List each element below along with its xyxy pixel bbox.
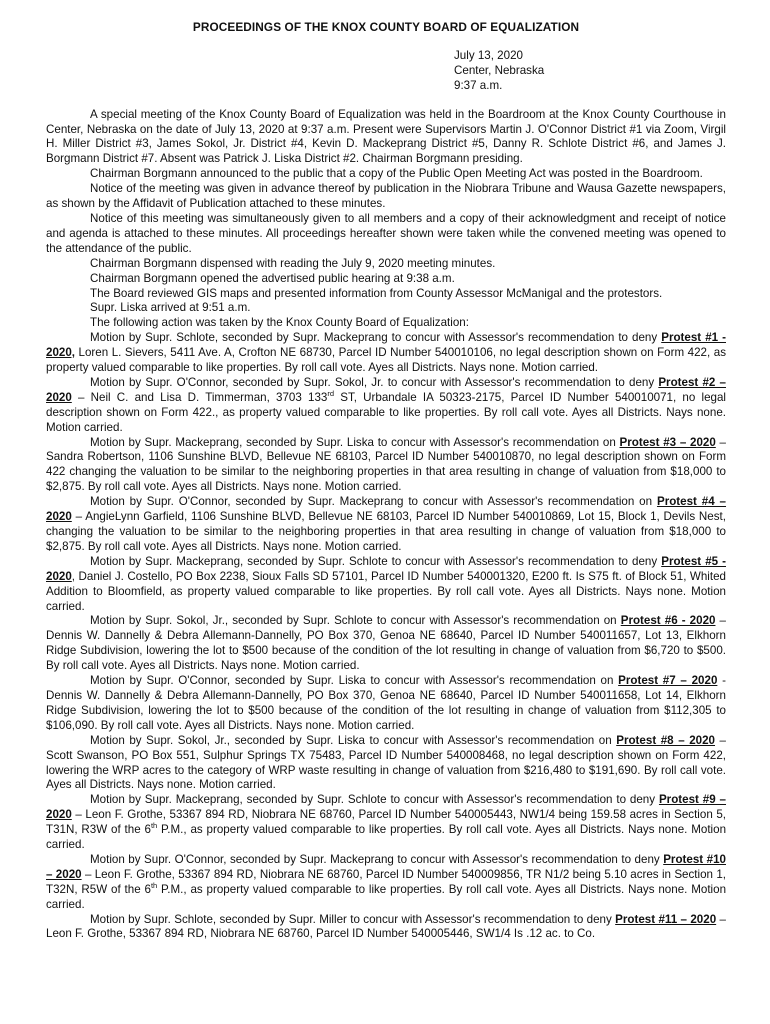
protest-details: - Dennis W. Dannelly & Debra Allemann-Dannelly, PO Box 370, Genoa NE 68640, Parcel ID Number 540011658, Lot 14, Elkhorn Ridge Subdivision, lowering the lot to $500 because of the condition of the lot resulting in change of valuation from $112,305 to $106,090. By roll call vote. Ayes all Districts. Nays none. Motion carried. <box>46 674 726 732</box>
protest-details-cont: ST, Urbandale IA 50323-2175, Parcel ID Number 540010071, no legal description shown on Form 422., as property valued comparable to like properties. By roll call vote. Ayes all Districts. Nays none. Motion carried. <box>46 390 726 434</box>
open-meeting-act-paragraph: Chairman Borgmann announced to the public that a copy of the Public Open Meeting Act was posted in the Boardroom. <box>90 167 703 181</box>
protest-label: Protest #9 – 2020 <box>46 793 727 822</box>
protest-paragraph <box>46 853 726 913</box>
protest-label: Protest #10 – 2020 <box>46 852 726 881</box>
protest-details: – Leon F. Grothe, 53367 894 RD, Niobrara NE 68760, Parcel ID Number 540005443, NW1/4 being 159.58 acres in Section 5, T31N, R3W of the 6 <box>46 808 726 837</box>
document-title: PROCEEDINGS OF THE KNOX COUNTY BOARD OF EQUALIZATION <box>192 20 580 34</box>
motion-text: Motion by Supr. Mackeprang, seconded by Supr. Liska to concur with Assessor's recommendation on <box>90 435 620 449</box>
protest-label: Protest #6 - 2020 <box>620 614 716 628</box>
gis-review-paragraph: The Board reviewed GIS maps and presented information from County Assessor McManigal and the protestors. <box>90 286 663 300</box>
protest-paragraph <box>46 674 726 734</box>
document-page <box>46 20 726 942</box>
notice-members-paragraph: Notice of this meeting was simultaneously given to all members and a copy of their acknowledgment and receipt of notice and agenda is attached to these minutes. All proceedings hereafter shown were taken while the convened meeting was opened to the attendance of the public. <box>46 211 726 255</box>
protest-paragraph <box>46 555 726 615</box>
motion-text: Motion by Supr. O'Connor, seconded by Supr. Sokol, Jr. to concur with Assessor's recommendation to deny <box>90 375 659 389</box>
ordinal-suffix: th <box>150 880 158 890</box>
liska-arrival-paragraph: Supr. Liska arrived at 9:51 a.m. <box>90 301 251 315</box>
protest-details: , Daniel J. Costello, PO Box 2238, Sioux Falls SD 57101, Parcel ID Number 540001320, E200 ft. Is S75 ft. of Block 51, Whited Addition to Bloomfield, as property valued comparable to like properties. By roll call vote. Ayes all Districts. Nays none. Motion carried. <box>46 569 726 613</box>
protest-label: Protest #3 – 2020 <box>619 435 716 449</box>
protest-label: Protest #5 - 2020 <box>46 554 726 583</box>
protest-paragraph <box>46 376 726 436</box>
protest-details-cont: P.M., as property valued comparable to like properties. By roll call vote. Ayes all Districts. Nays none. Motion carried. <box>46 882 727 911</box>
motion-text: Motion by Supr. Mackeprang, seconded by Supr. Schlote to concur with Assessor's recommendation to deny <box>90 793 659 807</box>
protest-details: Loren L. Sievers, 5411 Ave. A, Crofton NE 68730, Parcel ID Number 540010106, no legal description shown on Form 422, as property valued comparable to like properties. By roll call vote. Ayes all Districts. Nays none. Motion carried. <box>46 346 726 375</box>
protest-details: – AngieLynn Garfield, 1106 Sunshine BLVD, Bellevue NE 68103, Parcel ID Number 540010869, Lot 15, Block 1, Devils Nest, changing the valuation to be similar to the neighboring properties in that area resulting in change of valuation from $18,000 to $2,875. By roll call vote. Ayes all Districts. Nays none. Motion carried. <box>46 510 726 553</box>
meeting-date: July 13, 2020 <box>454 48 523 62</box>
protest-details: – Neil C. and Lisa D. Timmerman, 3703 133 <box>71 390 328 404</box>
protest-paragraph <box>46 495 726 555</box>
protest-paragraph <box>46 614 726 674</box>
protest-label: Protest #11 – 2020 <box>615 912 717 926</box>
hearing-open-paragraph: Chairman Borgmann opened the advertised public hearing at 9:38 a.m. <box>90 271 455 285</box>
motion-text: Motion by Supr. O'Connor, seconded by Supr. Mackeprang to concur with Assessor's recommendation on <box>90 495 657 509</box>
motion-text: Motion by Supr. O'Connor, seconded by Supr. Liska to concur with Assessor's recommendation on <box>90 674 619 688</box>
motion-text: Motion by Supr. Mackeprang, seconded by Supr. Schlote to concur with Assessor's recommendation to deny <box>90 554 662 568</box>
motion-text: Motion by Supr. Schlote, seconded by Supr. Miller to concur with Assessor's recommendation to deny <box>90 912 616 926</box>
protest-label: Protest #1 - 2020, <box>46 331 726 360</box>
protest-paragraph <box>46 331 726 376</box>
motion-text: Motion by Supr. Sokol, Jr., seconded by Supr. Schlote to concur with Assessor's recommendation on <box>90 614 621 628</box>
notice-publication-paragraph: Notice of the meeting was given in advance thereof by publication in the Niobrara Tribune and Wausa Gazette newspapers, as shown by the Affidavit of Publication attached to these minutes. <box>46 182 726 211</box>
minutes-paragraph: Chairman Borgmann dispensed with reading the July 9, 2020 meeting minutes. <box>90 256 496 270</box>
protest-label: Protest #4 – 2020 <box>46 495 727 524</box>
protest-details: – Sandra Robertson, 1106 Sunshine BLVD, Bellevue NE 68103, Parcel ID Number 540010870, no legal description shown on Form 422 changing the valuation to be similar to the neighboring properties in that area resulting in change of valuation from $18,000 to $2,875. By roll call vote. Ayes all Districts. Nays none. Motion carried. <box>46 435 726 494</box>
protest-paragraph <box>46 913 726 943</box>
protest-details: – Dennis W. Dannelly & Debra Allemann-Dannelly, PO Box 370, Genoa NE 68640, Parcel ID Number 540011657, Lot 13, Elkhorn Ridge Subdivision, lowering the lot to $500 because of the condition of the lot resulting in change of valuation from $6,720 to $500. By roll call vote. Ayes all Districts. Nays none. Motion carried. <box>46 614 727 673</box>
protest-paragraph <box>46 793 726 853</box>
motion-text: Motion by Supr. Schlote, seconded by Supr. Mackeprang to concur with Assessor's recommendation to deny <box>90 331 662 345</box>
protest-details: – Leon F. Grothe, 53367 894 RD, Niobrara NE 68760, Parcel ID Number 540005446, SW1/4 Is .12 ac. to Co. <box>46 912 726 941</box>
motion-text: Motion by Supr. O'Connor, seconded by Supr. Mackeprang to concur with Assessor's recommendation to deny <box>90 852 664 866</box>
protest-label: Protest #8 – 2020 <box>616 733 715 747</box>
date-block <box>454 49 726 94</box>
ordinal-suffix: rd <box>327 388 335 398</box>
protest-details: – Leon F. Grothe, 53367 894 RD, Niobrara NE 68760, Parcel ID Number 540009856, TR N1/2 being 5.10 acres in Section 1, T32N, R5W of the 6 <box>46 867 726 896</box>
protest-paragraph <box>46 436 726 496</box>
protest-details: – Scott Swanson, PO Box 551, Sulphur Springs TX 75483, Parcel ID Number 540008468, no legal description shown on Form 422, lowering the WRP acres to the category of WRP waste resulting in change of valuation from $216,480 to $191,690. By roll call vote. Ayes all Districts. Nays none. Motion carried. <box>46 733 727 792</box>
intro-paragraph: A special meeting of the Knox County Board of Equalization was held in the Boardroom at the Knox County Courthouse in Center, Nebraska on the date of July 13, 2020 at 9:37 a.m. Present were Supervisors Martin J. O'Connor District #1 via Zoom, Virgil H. Miller District #3, James Sokol, Jr. District #4, Kevin D. Mackeprang District #5, Danny R. Schlote District #6, and James J. Borgmann District #7. Absent was Patrick J. Liska District #2. Chairman Borgmann presiding. <box>46 107 726 166</box>
motion-text: Motion by Supr. Sokol, Jr., seconded by Supr. Liska to concur with Assessor's recommendation on <box>90 733 617 747</box>
meeting-time: 9:37 a.m. <box>454 78 503 92</box>
protest-label: Protest #2 – 2020 <box>46 375 726 404</box>
meeting-place: Center, Nebraska <box>454 63 545 77</box>
action-intro-paragraph: The following action was taken by the Knox County Board of Equalization: <box>90 316 469 330</box>
ordinal-suffix: th <box>150 821 158 831</box>
protest-details-cont: P.M., as property valued comparable to like properties. By roll call vote. Ayes all Districts. Nays none. Motion carried. <box>46 823 727 852</box>
protest-label: Protest #7 – 2020 <box>618 674 718 688</box>
protest-paragraph <box>46 734 726 794</box>
